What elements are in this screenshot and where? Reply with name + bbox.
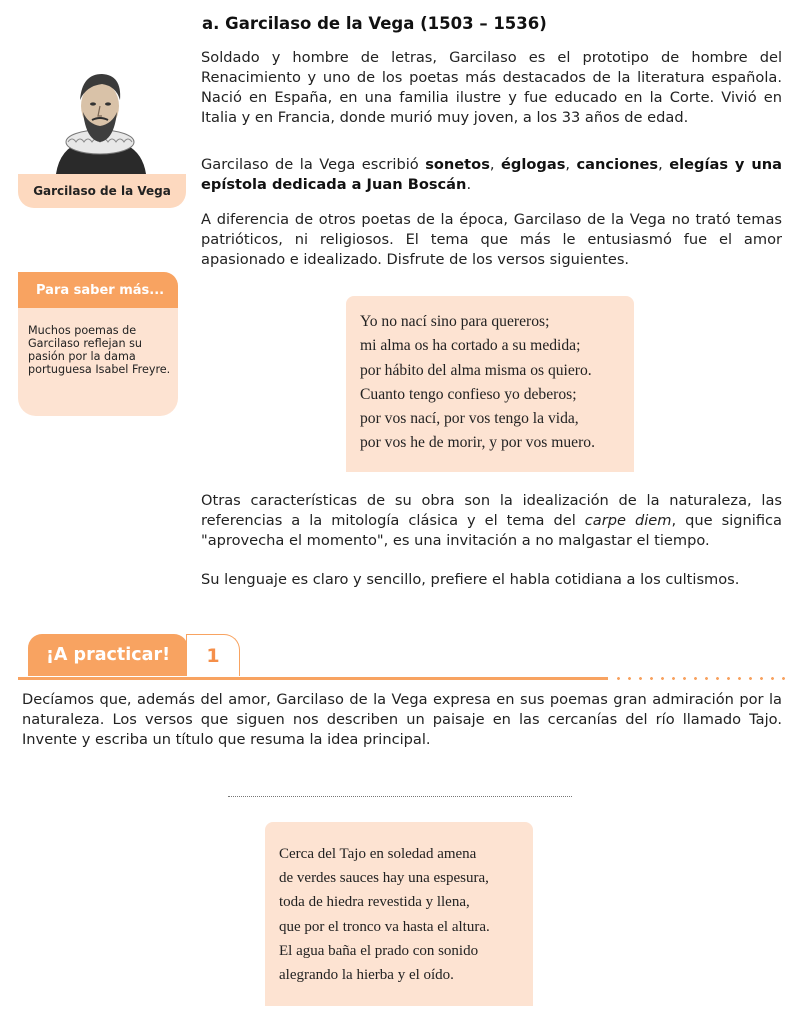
title-answer-line[interactable]	[228, 796, 572, 797]
sidebox-body: Muchos poemas de Garcilaso reflejan su pasión por la dama portuguesa Isabel Freyre.	[18, 308, 178, 416]
section-heading: a. Garcilaso de la Vega (1503 – 1536)	[202, 14, 547, 33]
poem-line: que por el tronco va hasta el altura.	[279, 918, 490, 935]
characteristics-paragraph	[201, 491, 782, 551]
portrait-image	[52, 62, 148, 174]
poem-line: mi alma os ha cortado a su medida;	[360, 337, 581, 355]
characteristics-prefix: Otras características de su obra son la idealización de la naturaleza, las referencias a la mitología clásica y el tema del	[201, 492, 782, 529]
works-prefix: Garcilaso de la Vega escribió	[201, 156, 426, 173]
bio-paragraph: Soldado y hombre de letras, Garcilaso es el prototipo de hombre del Renacimiento y uno de los poetas más destacados de la literatura española. Nació en España, en una familia ilustre y fue educado en la Corte. Vivió en Italia y en Francia, donde murió muy joven, a los 33 años de edad.	[201, 49, 782, 126]
dotted-divider	[613, 677, 785, 680]
works-paragraph	[201, 155, 782, 195]
works-end: .	[466, 176, 472, 193]
works-sep: ,	[658, 156, 670, 173]
characteristics-suffix: , que significa "aprovecha el momento", es una invitación a no malgastar el tiempo.	[201, 512, 782, 549]
poem-box	[346, 296, 634, 472]
poem-line: El agua baña el prado con sonido	[279, 942, 479, 959]
language-paragraph: Su lenguaje es claro y sencillo, prefiere el habla cotidiana a los cultismos.	[201, 571, 740, 588]
poem-box-tajo	[265, 822, 533, 1006]
poem-line: Cuanto tengo confieso yo deberos;	[360, 385, 577, 403]
practice-number: 1	[186, 634, 240, 676]
works-eglogas: églogas	[501, 156, 566, 173]
poem-line: de verdes sauces hay una espesura,	[279, 870, 489, 887]
practice-title: ¡A practicar!	[28, 634, 188, 676]
poem-line: Cerca del Tajo en soledad amena	[279, 846, 477, 862]
poem-line: Yo no nací sino para quereros;	[360, 313, 550, 330]
practice-instructions: Decíamos que, además del amor, Garcilaso de la Vega expresa en sus poemas gran admiración por la naturaleza. Los versos que siguen nos describen un paisaje en las cercanías del río llamado Tajo. Invente y escriba un título que resuma la idea principal.	[22, 691, 782, 748]
poem-line: por hábito del alma misma os quiero.	[360, 361, 592, 379]
portrait-caption: Garcilaso de la Vega	[18, 174, 186, 208]
section-divider	[18, 677, 608, 680]
poem-line: alegrando la hierba y el oído.	[279, 967, 454, 984]
carpe-diem-term: carpe diem	[584, 512, 672, 529]
poem-line: por vos nací, por vos tengo la vida,	[360, 410, 579, 428]
poem-line: toda de hiedra revestida y llena,	[279, 894, 470, 911]
poem-line: por vos he de morir, y por vos muero.	[360, 434, 595, 452]
works-sep: ,	[489, 156, 502, 173]
works-sep: ,	[565, 156, 577, 173]
works-sonetos: sonetos	[425, 156, 490, 173]
sidebox-title: Para saber más...	[18, 272, 178, 308]
works-elegias: elegías y una epístola dedicada a Juan Boscán	[201, 156, 783, 193]
themes-paragraph: A diferencia de otros poetas de la época, Garcilaso de la Vega no trató temas patrióticos, ni religiosos. El tema que más le entusiasmó fue el amor apasionado e idealizado. Disfrute de los versos siguientes.	[201, 211, 782, 268]
works-canciones: canciones	[576, 156, 659, 173]
